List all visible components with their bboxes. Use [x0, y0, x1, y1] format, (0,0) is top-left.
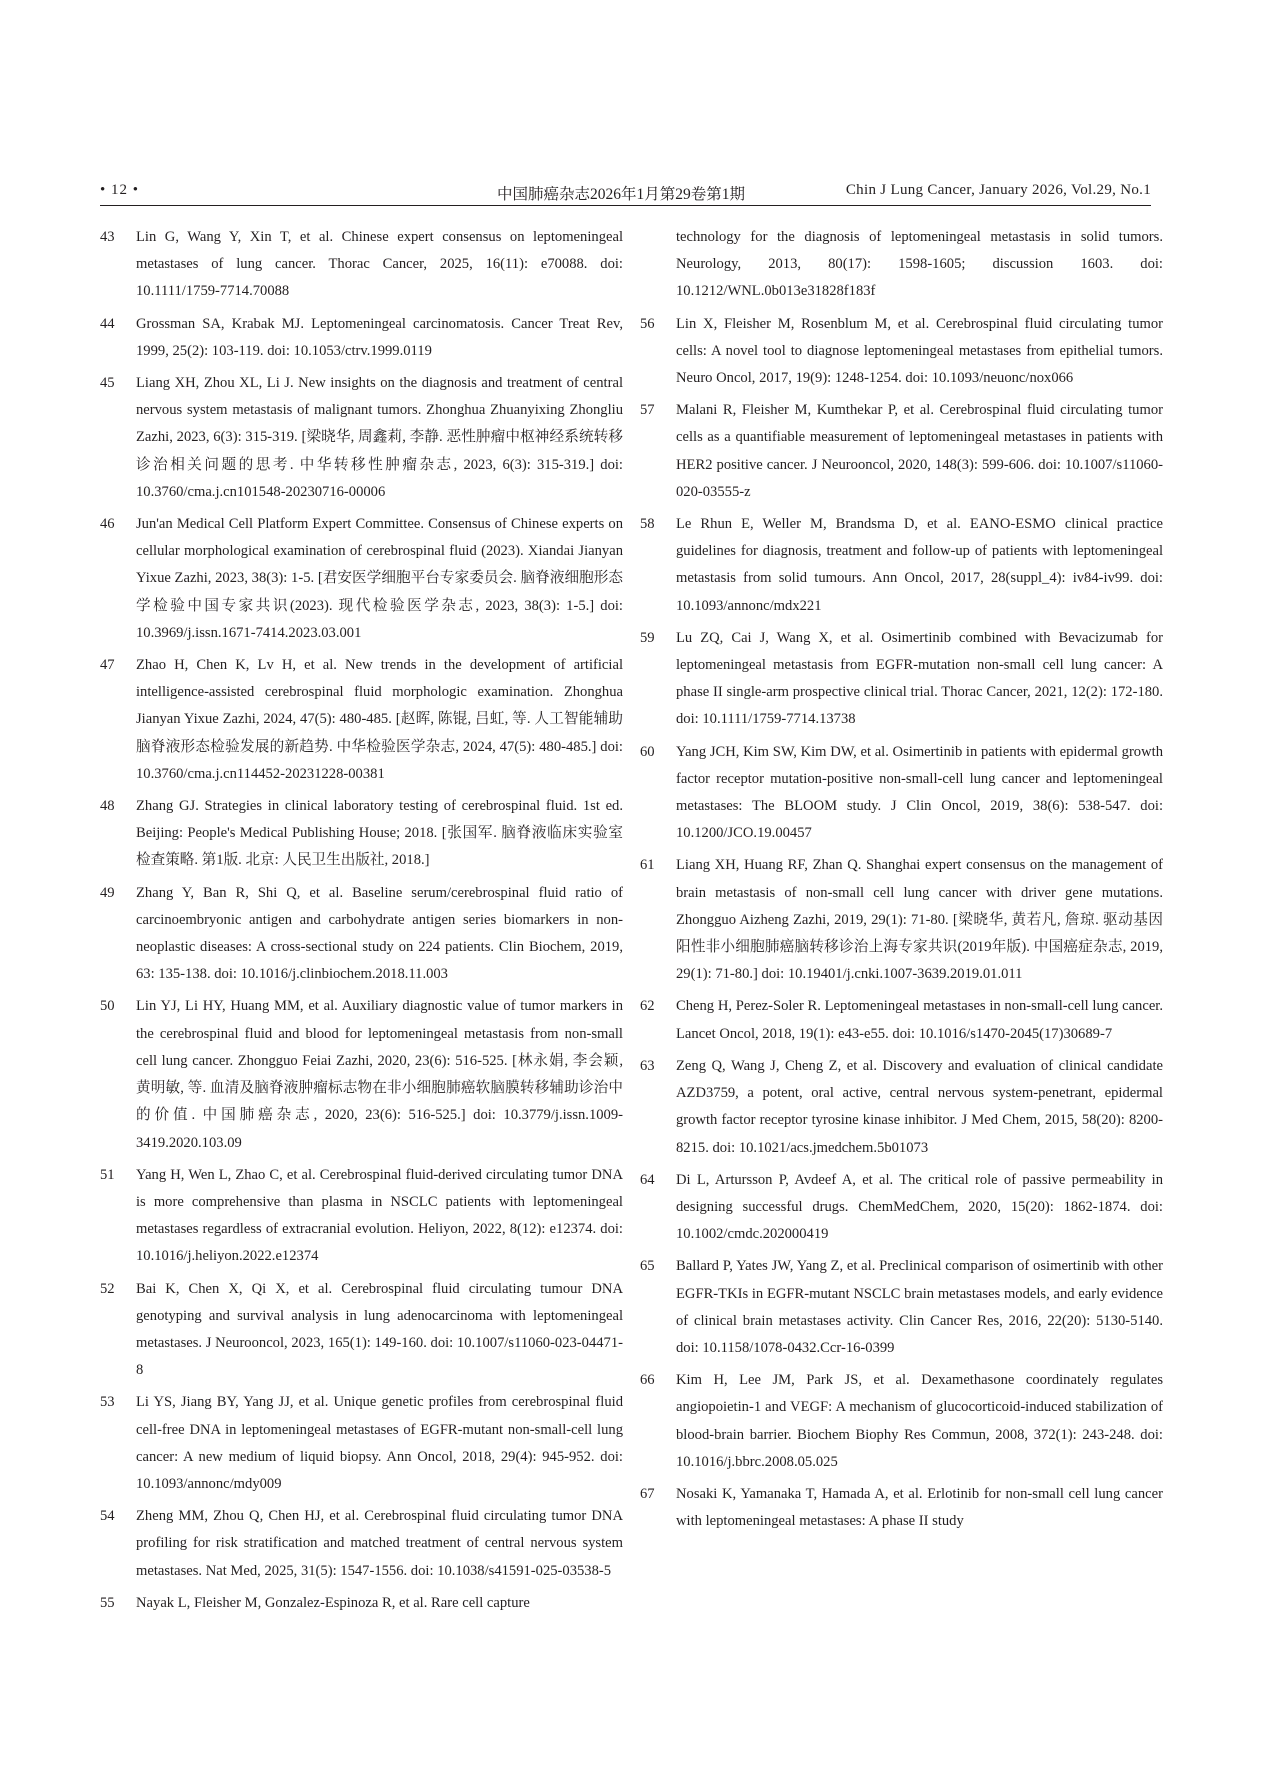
- reference-number: 50: [100, 998, 115, 1015]
- reference-number: 67: [640, 1485, 655, 1502]
- reference-number: 61: [640, 857, 655, 874]
- reference-number: 64: [640, 1171, 655, 1188]
- reference-number: 63: [640, 1057, 655, 1074]
- reference-item: [100, 1276, 623, 1385]
- reference-item: [100, 993, 623, 1156]
- reference-item: [640, 1053, 1163, 1162]
- journal-title-chinese: 中国肺癌杂志2026年1月第29卷第1期: [497, 186, 746, 203]
- reference-text: Grossman SA, Krabak MJ. Leptomeningeal carcinomatosis. Cancer Treat Rev, 1999, 25(2): 103-119. doi: 10.1053/ctrv.1999.0119: [136, 315, 623, 359]
- reference-number: 46: [100, 516, 115, 533]
- reference-text: Zhang GJ. Strategies in clinical laboratory testing of cerebrospinal fluid. 1st ed. Beijing: People's Medical Publishing House; 2018. [张国军. 脑脊液临床实验室检查策略. 第1版. 北京: 人民卫生出版社, 2018.]: [136, 798, 623, 869]
- reference-text: Yang JCH, Kim SW, Kim DW, et al. Osimertinib in patients with epidermal growth factor receptor mutation-positive non-small-cell lung cancer and leptomeningeal metastases: The BLOOM study. J Clin Oncol, 2019, 38(6): 538-547. doi: 10.1200/JCO.19.00457: [676, 743, 1163, 842]
- reference-text: Kim H, Lee JM, Park JS, et al. Dexamethasone coordinately regulates angiopoietin-1 and VEGF: A mechanism of glucocorticoid-induced stabilization of blood-brain barrier. Biochem Biophy Res Commun, 2008, 372(1): 243-248. doi: 10.1016/j.bbrc.2008.05.025: [676, 1372, 1163, 1470]
- reference-text: Ballard P, Yates JW, Yang Z, et al. Preclinical comparison of osimertinib with other EGFR-TKIs in EGFR-mutant NSCLC brain metastases models, and early evidence of clinical brain metastases activity. Clin Cancer Res, 2016, 22(20): 5130-5140. doi: 10.1158/1078-0432.Ccr-16-0399: [676, 1258, 1163, 1356]
- reference-text: Li YS, Jiang BY, Yang JJ, et al. Unique genetic profiles from cerebrospinal fluid cell-free DNA in leptomeningeal metastases of EGFR-mutant non-small-cell lung cancer: A new medium of liquid biopsy. Ann Oncol, 2018, 29(4): 945-952. doi: 10.1093/annonc/mdy009: [136, 1394, 623, 1492]
- reference-number: 49: [100, 884, 115, 901]
- reference-item: [100, 793, 623, 875]
- reference-item: [100, 1162, 623, 1271]
- reference-item: [100, 1503, 623, 1585]
- reference-item: [100, 652, 623, 788]
- reference-number: 65: [640, 1258, 655, 1275]
- reference-item: [640, 625, 1163, 734]
- reference-item: [640, 1167, 1163, 1249]
- reference-number: 57: [640, 402, 655, 419]
- reference-text: Di L, Artursson P, Avdeef A, et al. The critical role of passive permeability in designing successful drugs. ChemMedChem, 2020, 15(20): 1862-1874. doi: 10.1002/cmdc.202000419: [676, 1171, 1163, 1243]
- reference-text: Zhao H, Chen K, Lv H, et al. New trends in the development of artificial intelligence-assisted cerebrospinal fluid morphologic examination. Zhonghua Jianyan Yixue Zazhi, 2024, 47(5): 480-485. [赵晖, 陈锟, 吕虹, 等. 人工智能辅助脑脊液形态检验发展的新趋势. 中华检验医学杂志, 2024, 47(5): 480-485.] doi: 10.3760/cma.j.cn114452-20231228-00381: [136, 657, 623, 782]
- reference-item: [100, 1590, 623, 1617]
- reference-number: 47: [100, 657, 115, 674]
- reference-text: Lin G, Wang Y, Xin T, et al. Chinese expert consensus on leptomeningeal metastases of lung cancer. Thorac Cancer, 2025, 16(11): e70088. doi: 10.1111/1759-7714.70088: [136, 229, 623, 300]
- reference-item: [640, 311, 1163, 393]
- page-number: • 12 •: [100, 182, 140, 198]
- reference-text: Lu ZQ, Cai J, Wang X, et al. Osimertinib combined with Bevacizumab for leptomeningeal metastasis from EGFR-mutation non-small cell lung cancer: A phase II single-arm prospective clinical trial. Thorac Cancer, 2021, 12(2): 172-180. doi: 10.1111/1759-7714.13738: [676, 629, 1163, 728]
- reference-text: technology for the diagnosis of leptomeningeal metastasis in solid tumors. Neurology, 2013, 80(17): 1598-1605; discussion 1603. doi: 10.1212/WNL.0b013e31828f183f: [676, 229, 1163, 300]
- page-header: [100, 182, 1151, 208]
- reference-number: 54: [100, 1508, 115, 1525]
- reference-text: Liang XH, Huang RF, Zhan Q. Shanghai expert consensus on the management of brain metastasis of non-small cell lung cancer with driver gene mutations. Zhongguo Aizheng Zazhi, 2019, 29(1): 71-80. [梁晓华, 黄若凡, 詹琼. 驱动基因阳性非小细胞肺癌脑转移诊治上海专家共识(2019年版). 中国癌症杂志, 2019, 29(1): 71-80.] doi: 10.19401/j.cnki.1007-3639.2019.01.011: [676, 857, 1163, 983]
- reference-text: Yang H, Wen L, Zhao C, et al. Cerebrospinal fluid-derived circulating tumor DNA is more comprehensive than plasma in NSCLC patients with leptomeningeal metastases regardless of extracranial evolution. Heliyon, 2022, 8(12): e12374. doi: 10.1016/j.heliyon.2022.e12374: [136, 1166, 623, 1265]
- reference-number: 58: [640, 516, 655, 533]
- reference-item: [100, 511, 623, 647]
- reference-text: Bai K, Chen X, Qi X, et al. Cerebrospinal fluid circulating tumour DNA genotyping and survival analysis in lung adenocarcinoma with leptomeningeal metastases. J Neurooncol, 2023, 165(1): 149-160. doi: 10.1007/s11060-023-04471-8: [136, 1280, 623, 1379]
- reference-text: Le Rhun E, Weller M, Brandsma D, et al. EANO-ESMO clinical practice guidelines for diagnosis, treatment and follow-up of patients with leptomeningeal metastasis from solid tumours. Ann Oncol, 2017, 28(suppl_4): iv84-iv99. doi: 10.1093/annonc/mdx221: [676, 516, 1163, 614]
- reference-item: [100, 1389, 623, 1498]
- reference-number: 53: [100, 1394, 115, 1411]
- reference-column-right: [640, 224, 1163, 1540]
- reference-item: [100, 311, 623, 365]
- reference-number: 60: [640, 743, 655, 760]
- reference-item: [640, 1253, 1163, 1362]
- header-rule: [100, 205, 1151, 206]
- reference-number: 56: [640, 315, 655, 332]
- reference-item: [640, 852, 1163, 988]
- reference-text: Zeng Q, Wang J, Cheng Z, et al. Discovery and evaluation of clinical candidate AZD3759, a potent, oral active, central nervous system-penetrant, epidermal growth factor receptor tyrosine kinase inhibitor. J Med Chem, 2015, 58(20): 8200-8215. doi: 10.1021/acs.jmedchem.5b01073: [676, 1057, 1163, 1156]
- reference-number: 66: [640, 1372, 655, 1389]
- reference-number: 59: [640, 629, 655, 646]
- reference-item: [640, 739, 1163, 848]
- reference-item: [640, 397, 1163, 506]
- reference-item: [640, 1481, 1163, 1535]
- reference-item: [100, 224, 623, 306]
- reference-text: Zhang Y, Ban R, Shi Q, et al. Baseline serum/cerebrospinal fluid ratio of carcinoembryonic antigen and carbohydrate antigen series biomarkers in non-neoplastic diseases: A cross-sectional study on 224 patients. Clin Biochem, 2019, 63: 135-138. doi: 10.1016/j.clinbiochem.2018.11.003: [136, 884, 623, 983]
- reference-number: 44: [100, 315, 115, 332]
- reference-text: Nayak L, Fleisher M, Gonzalez-Espinoza R, et al. Rare cell capture: [136, 1594, 530, 1611]
- reference-number: 62: [640, 998, 655, 1015]
- reference-item: [640, 1367, 1163, 1476]
- reference-item: [640, 993, 1163, 1047]
- reference-text: Cheng H, Perez-Soler R. Leptomeningeal metastases in non-small-cell lung cancer. Lancet Oncol, 2018, 19(1): e43-e55. doi: 10.1016/s1470-2045(17)30689-7: [676, 998, 1163, 1042]
- reference-number: 55: [100, 1594, 115, 1611]
- reference-number: 51: [100, 1166, 115, 1183]
- reference-text: Zheng MM, Zhou Q, Chen HJ, et al. Cerebrospinal fluid circulating tumor DNA profiling for risk stratification and matched treatment of central nervous system metastases. Nat Med, 2025, 31(5): 1547-1556. doi: 10.1038/s41591-025-03538-5: [136, 1508, 623, 1579]
- reference-number: 48: [100, 798, 115, 815]
- reference-item: [100, 880, 623, 989]
- reference-text: Lin YJ, Li HY, Huang MM, et al. Auxiliary diagnostic value of tumor markers in the cerebrospinal fluid and blood for leptomeningeal metastasis from non-small cell lung cancer. Zhongguo Feiai Zazhi, 2020, 23(6): 516-525. [林永娟, 李会颖, 黄明敏, 等. 血清及脑脊液肿瘤标志物在非小细胞肺癌软脑膜转移辅助诊治中的价值. 中国肺癌杂志, 2020, 23(6): 516-525.] doi: 10.3779/j.issn.1009-3419.2020.103.09: [136, 998, 623, 1151]
- reference-text: Nosaki K, Yamanaka T, Hamada A, et al. Erlotinib for non-small cell lung cancer with leptomeningeal metastases: A phase II study: [676, 1485, 1163, 1530]
- reference-text: Malani R, Fleisher M, Kumthekar P, et al. Cerebrospinal fluid circulating tumor cells as a quantifiable measurement of leptomeningeal metastases in patients with HER2 positive cancer. J Neurooncol, 2020, 148(3): 599-606. doi: 10.1007/s11060-020-03555-z: [676, 402, 1163, 500]
- reference-item: [640, 511, 1163, 620]
- reference-number: 43: [100, 229, 115, 245]
- reference-column-left: [100, 224, 623, 1622]
- reference-number: 45: [100, 375, 115, 392]
- reference-text: Jun'an Medical Cell Platform Expert Committee. Consensus of Chinese experts on cellular morphological examination of cerebrospinal fluid (2023). Xiandai Jianyan Yixue Zazhi, 2023, 38(3): 1-5. [君安医学细胞平台专家委员会. 脑脊液细胞形态学检验中国专家共识(2023). 现代检验医学杂志, 2023, 38(3): 1-5.] doi: 10.3969/j.issn.1671-7414.2023.03.001: [136, 516, 623, 641]
- reference-text: Liang XH, Zhou XL, Li J. New insights on the diagnosis and treatment of central nervous system metastasis of malignant tumors. Zhonghua Zhuanyixing Zhongliu Zazhi, 2023, 6(3): 315-319. [梁晓华, 周鑫莉, 李静. 恶性肿瘤中枢神经系统转移诊治相关问题的思考. 中华转移性肿瘤杂志, 2023, 6(3): 315-319.] doi: 10.3760/cma.j.cn101548-20230716-00006: [136, 375, 623, 500]
- journal-title-english: Chin J Lung Cancer, January 2026, Vol.29, No.1: [845, 182, 1151, 198]
- reference-item: [100, 370, 623, 506]
- reference-continuation: [640, 224, 1163, 306]
- reference-number: 52: [100, 1280, 115, 1297]
- reference-text: Lin X, Fleisher M, Rosenblum M, et al. Cerebrospinal fluid circulating tumor cells: A novel tool to diagnose leptomeningeal metastases from epithelial tumors. Neuro Oncol, 2017, 19(9): 1248-1254. doi: 10.1093/neuonc/nox066: [676, 315, 1163, 387]
